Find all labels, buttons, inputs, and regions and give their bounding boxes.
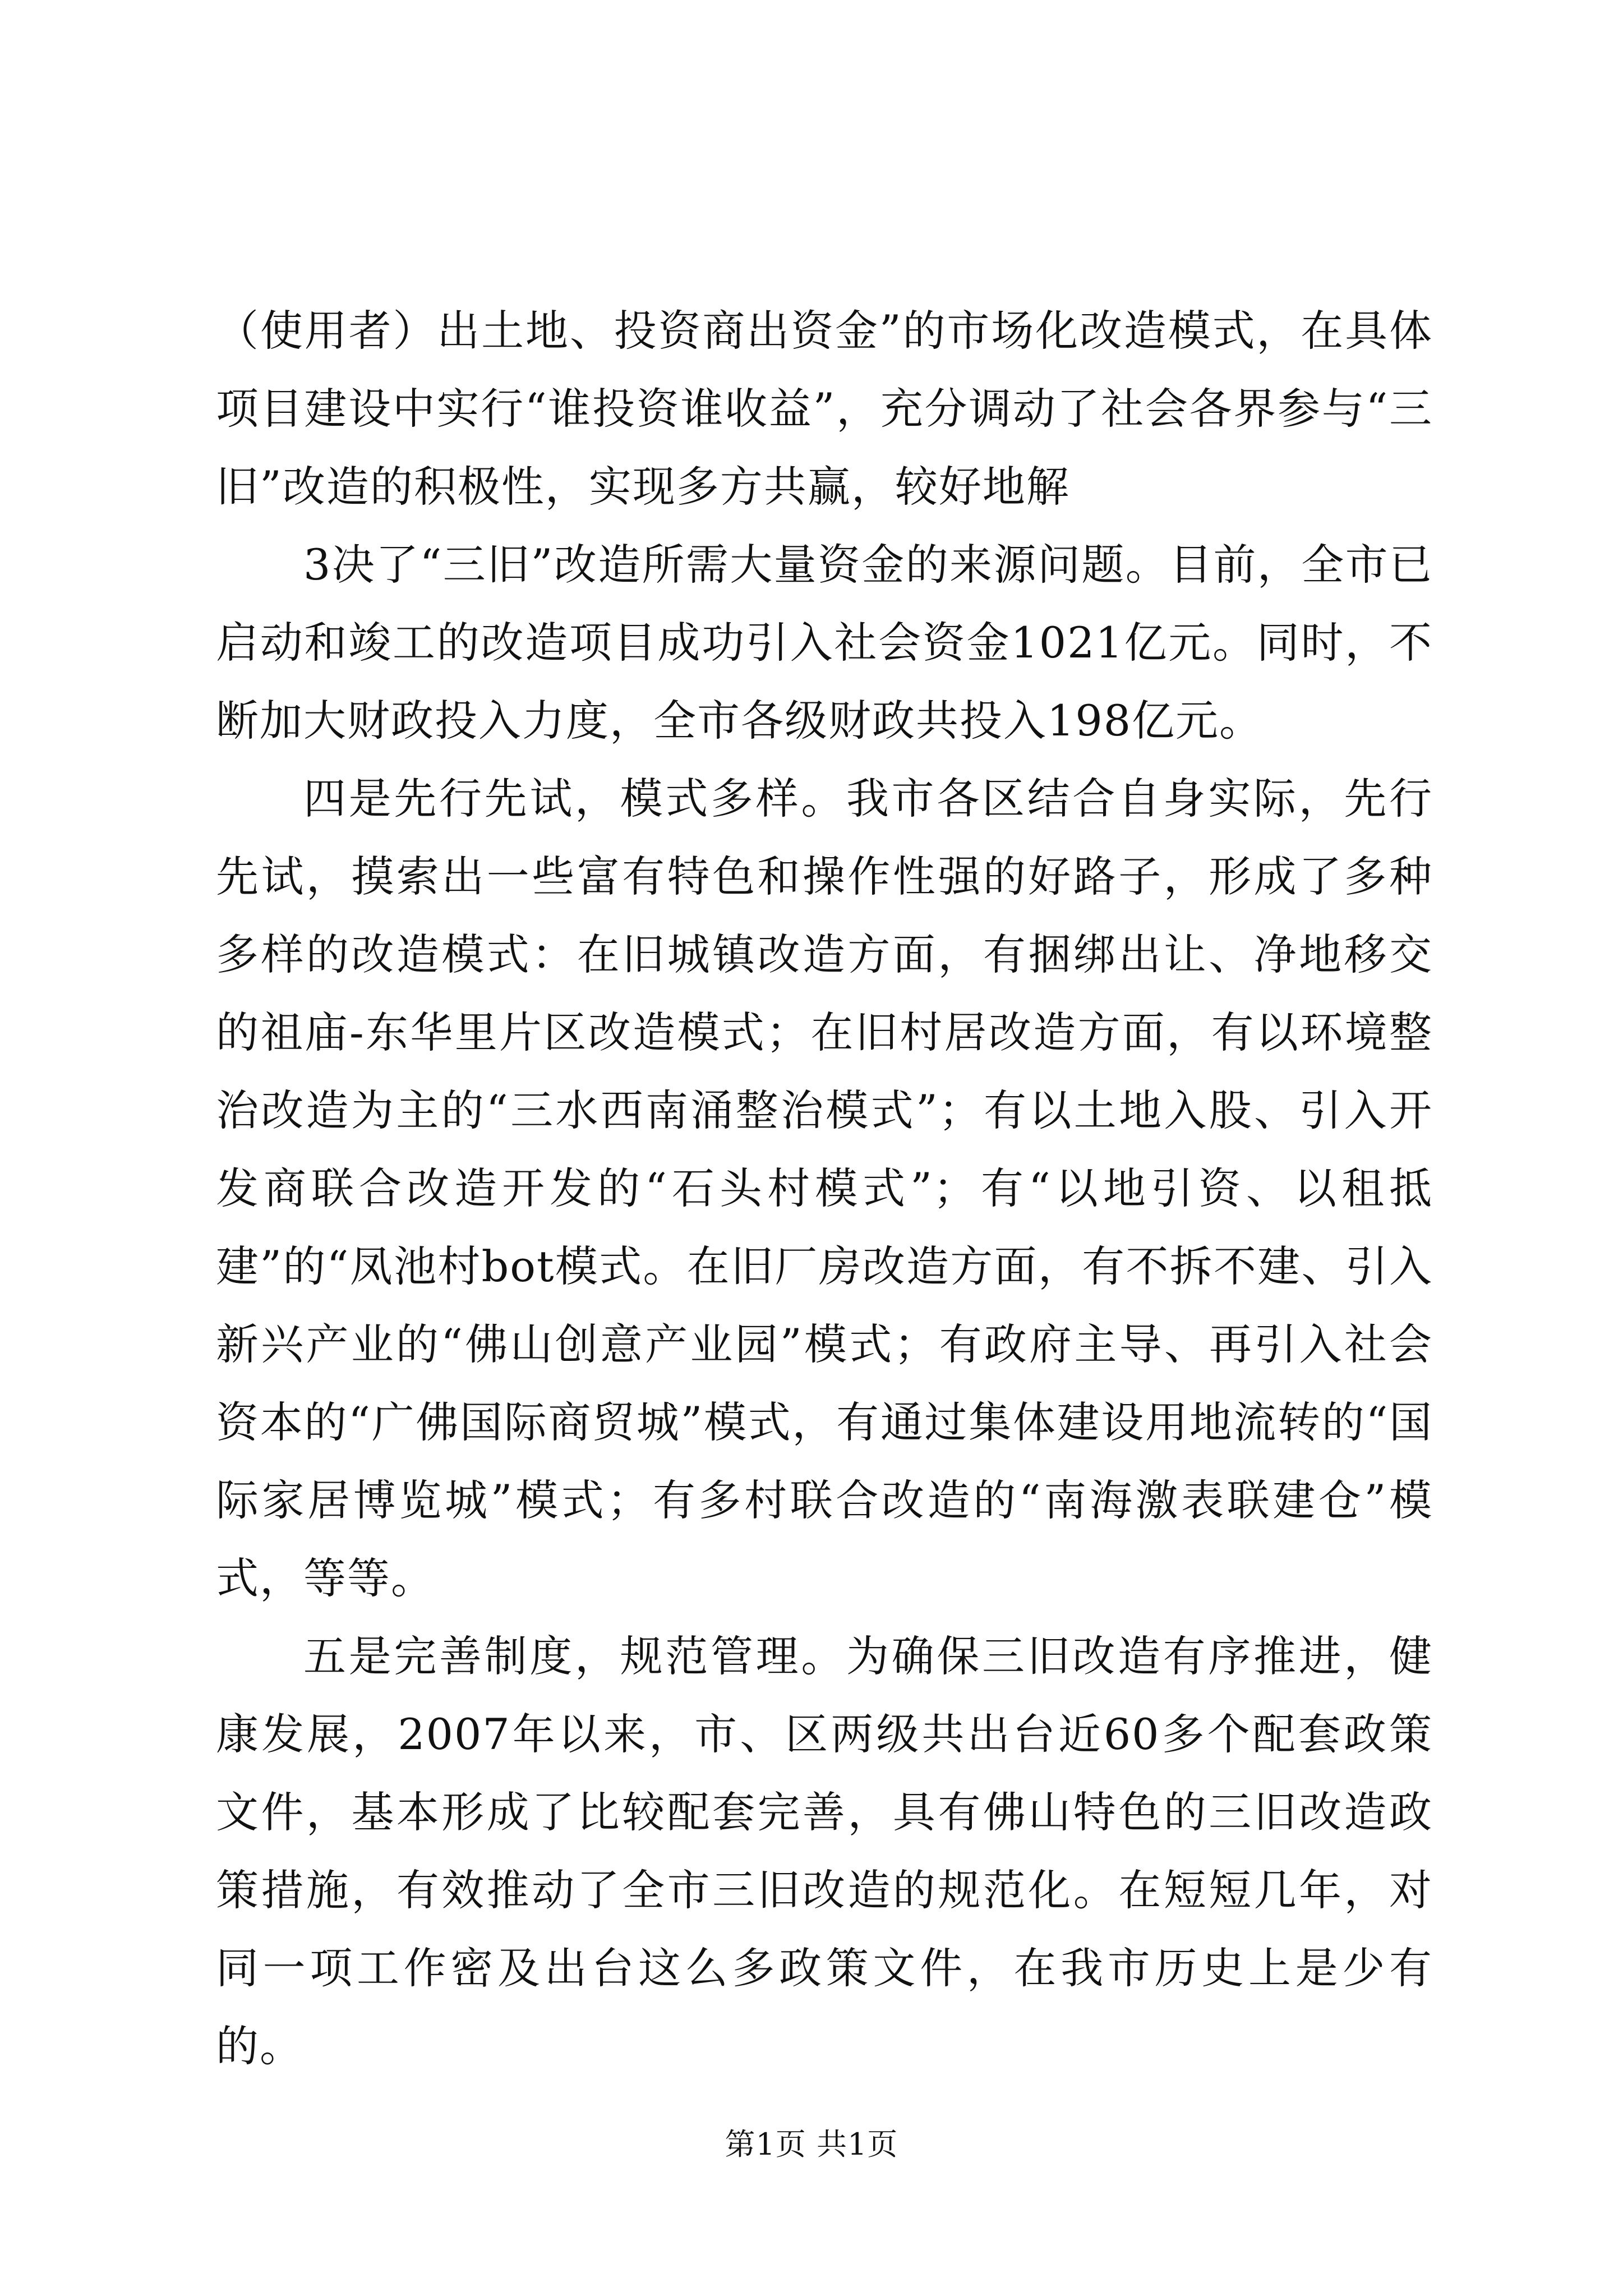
paragraph-3: 四是先行先试，模式多样。我市各区结合自身实际，先行先试，摸索出一些富有特色和操作性强的好路子，形成了多种多样的改造模式：在旧城镇改造方面，有捆绑出让、净地移交的祖庙-东华里片区改造模式；在旧村居改造方面，有以环境整治改造为主的“三水西南涌整治模式”；有以土地入股、引入开发商联合改造开发的“石头村模式”；有“以地引资、以租抵建”的“凤池村bot模式。在旧厂房改造方面，有不拆不建、引入新兴产业的“佛山创意产业园”模式；有政府主导、再引入社会资本的“广佛国际商贸城”模式，有通过集体建设用地流转的“国际家居博览城”模式；有多村联合改造的“南海激表联建仓”模式，等等。 <box>216 774 1433 1603</box>
page-footer: 第1页 共1页 <box>725 2127 898 2162</box>
document-body <box>216 292 1433 2085</box>
paragraph-2: 3决了“三旧”改造所需大量资金的来源问题。目前，全市已启动和竣工的改造项目成功引入社会资金1021亿元。同时，不断加大财政投入力度，全市各级财政共投入198亿元。 <box>216 540 1433 746</box>
paragraph-4: 五是完善制度，规范管理。为确保三旧改造有序推进，健康发展，2007年以来，市、区两级共出台近60多个配套政策文件，基本形成了比较配套完善，具有佛山特色的三旧改造政策措施，有效推动了全市三旧改造的规范化。在短短几年，对同一项工作密及出台这么多政策文件，在我市历史上是少有的。 <box>216 1631 1433 2071</box>
paragraph-1: （使用者）出土地、投资商出资金”的市场化改造模式，在具体项目建设中实行“谁投资谁收益”，充分调动了社会各界参与“三旧”改造的积极性，实现多方共赢，较好地解 <box>216 306 1433 512</box>
